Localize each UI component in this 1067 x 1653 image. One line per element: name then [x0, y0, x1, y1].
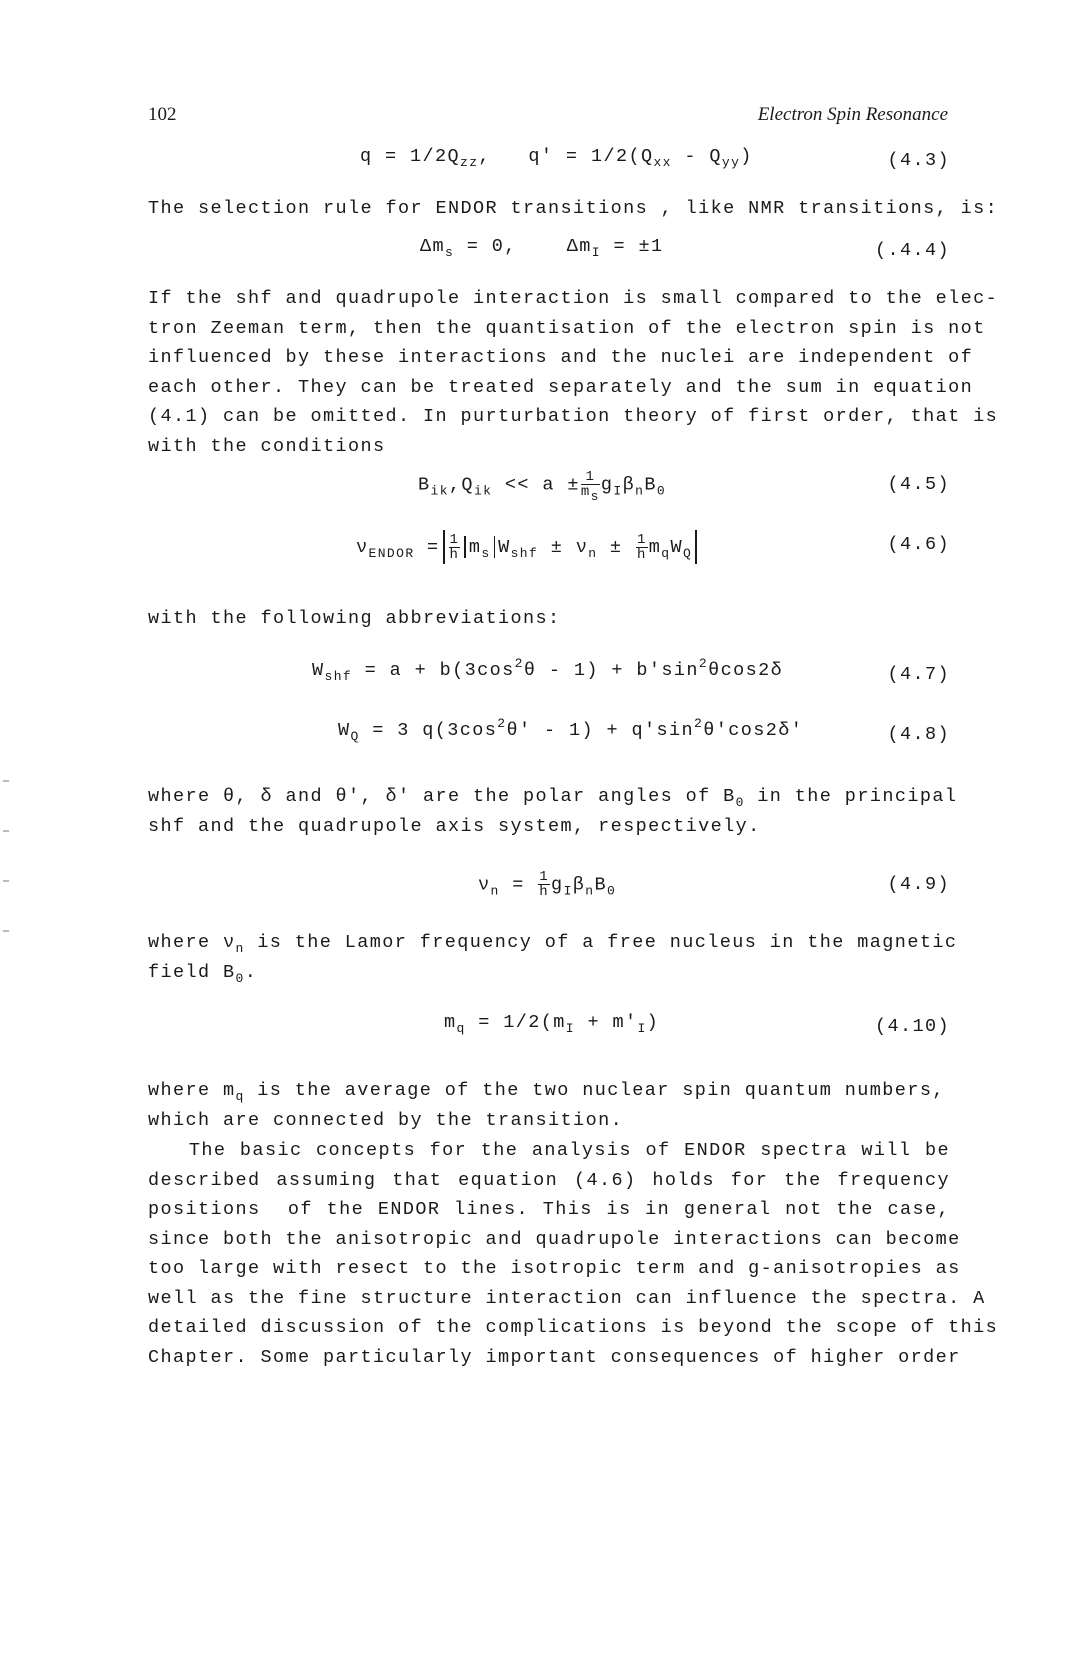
equation-number: (4.5) [887, 474, 950, 495]
text-line: field $B_0$. [148, 961, 258, 986]
text-line: where $\nu_n$ is the Lamor frequency of a free nucleus in the magnetic [148, 932, 958, 956]
equation-4-7: $W_{shf} = a + b(3\cos^2\theta - 1) + b'\sin^2\theta\cos 2\delta$ (4.7) [312, 656, 950, 685]
scan-mark [3, 830, 9, 832]
text-line: tron Zeeman term, then the quantisation of the electron spin is not [148, 317, 986, 339]
abbreviations-intro [148, 604, 950, 634]
equation-4-3: $q = 1/2Q_{zz}$, $q' = 1/2(Q_{xx} - Q_{yy})$ (4.3) [360, 146, 950, 171]
text-line: with the conditions [148, 435, 386, 457]
text-line: Chapter. Some particularly important consequences of higher order [148, 1346, 961, 1368]
text-line: with the following abbreviations: [148, 608, 561, 629]
paragraph-larmor [148, 928, 958, 987]
text-line: where $m_q$ is the average of the two nuclear spin quantum numbers, [148, 1080, 945, 1104]
equation-number: (4.9) [887, 874, 950, 895]
text-line: which are connected by the transition. [148, 1109, 624, 1131]
text-line: detailed discussion of the complications is beyond the scope of this [148, 1317, 999, 1338]
equation-4-5: $B_{ik},Q_{ik} << a$ ± $\frac{1}{m_s}$ $g_I\beta_nB_0$ (4.5) [418, 469, 950, 504]
text-line: since both the anisotropic and quadrupole interactions can become [148, 1228, 961, 1250]
text-line: well as the fine structure interaction can influence the spectra. A [148, 1287, 986, 1309]
text-line: (4.1) can be omitted. In purturbation theory of first order, that is [148, 406, 999, 427]
equation-number: (4.8) [887, 724, 950, 745]
text-line: The basic concepts for the analysis of ENDOR spectra will be [148, 1140, 950, 1161]
running-head: Electron Spin Resonance [757, 104, 948, 125]
text-line: too large with resect to the isotropic term and g-anisotropies as [148, 1258, 961, 1279]
equation-number: (4.7) [887, 664, 950, 685]
text-line: If the shf and quadrupole interaction is small compared to the elec- [148, 288, 999, 309]
text-line: where θ, δ and θ', δ' are the polar angles of $B_0$ in the principal [148, 786, 958, 810]
page-number: 102 [148, 104, 177, 125]
selection-rule-sentence [148, 194, 999, 224]
equation-number: (4.3) [887, 150, 950, 171]
text-line: shf and the quadrupole axis system, respectively. [148, 815, 761, 837]
text-line: influenced by these interactions and the nuclei are independent of [148, 347, 974, 368]
scan-mark [3, 780, 9, 782]
scan-mark [3, 930, 9, 932]
equation-4-9: $\nu_n$ = $\frac{1}{h}$ $g_I\beta_nB_0$ (4.9) [478, 869, 950, 900]
text-line: each other. They can be treated separately and the sum in equation [148, 376, 974, 398]
paragraph-mq [148, 1076, 950, 1135]
equation-number: (.4.4) [874, 240, 950, 261]
text-line: positions of the ENDOR lines. This is in general not the case, [148, 1199, 950, 1220]
paragraph-polar-angles [148, 782, 958, 841]
equation-4-10: $m_q = 1/2(m_I + m'_I)$ (4.10) [444, 1012, 950, 1037]
text-line: The selection rule for ENDOR transitions , like NMR transitions, is: [148, 198, 999, 219]
equation-number: (4.10) [874, 1016, 950, 1037]
equation-number: (4.6) [887, 534, 950, 555]
page-header [148, 104, 948, 128]
equation-4-8: $W_Q = 3$ $q(3\cos^2\theta' - 1) + q'\sin^2\theta'\cos 2\delta'$ (4.8) [338, 716, 950, 745]
scan-mark [3, 880, 9, 882]
equation-4-6: $\nu_{ENDOR}$ = $\frac{1}{h}$ $m_s$ $W_{shf} \pm \nu_n$ ± $\frac{1}{h}$ $m_qW_Q$ (4.6) [356, 531, 950, 563]
paragraph-basic-concepts [148, 1136, 999, 1372]
text-line: described assuming that equation (4.6) holds for the frequency [148, 1169, 950, 1191]
equation-4-4: $\Delta m_s = 0$, $\Delta m_I = \pm 1$ (.4.4) [420, 236, 950, 261]
paragraph-shf-quadrupole [148, 284, 999, 461]
